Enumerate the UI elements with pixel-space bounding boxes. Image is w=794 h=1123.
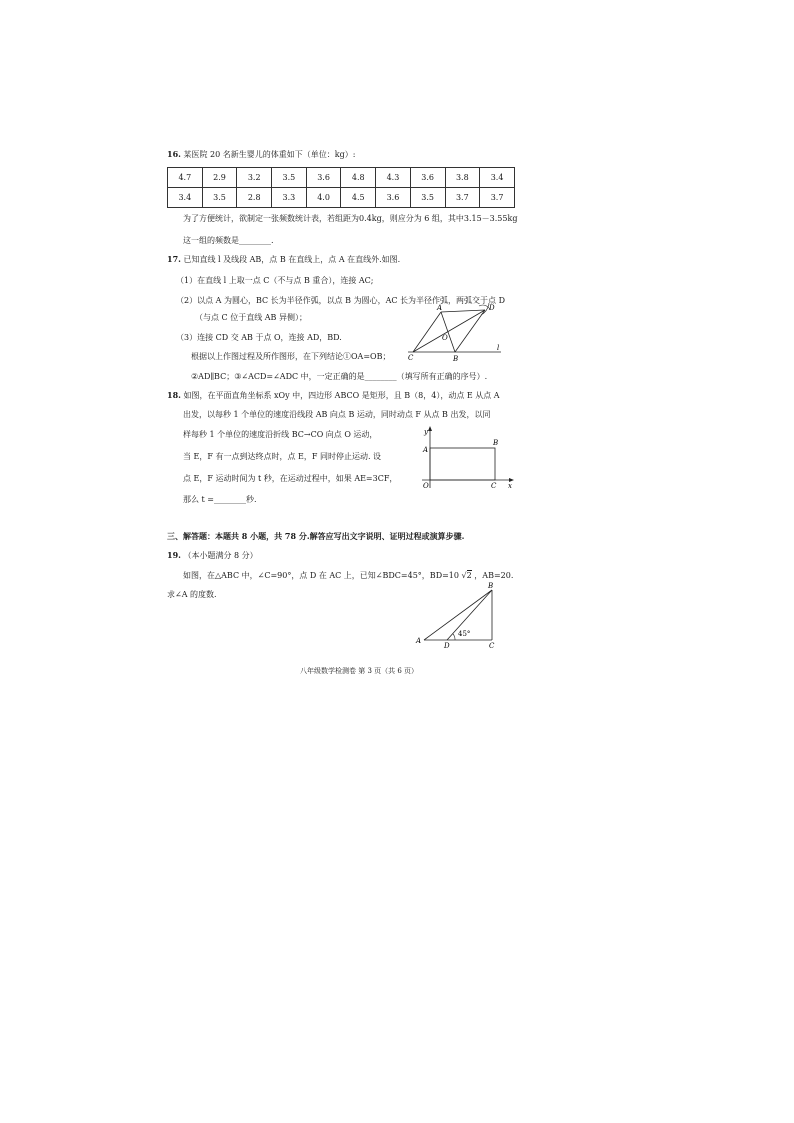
q16-text1: 为了方便统计，欲制定一张频数统计表，若组距为0.4kg，则应分为 6 组，其中3.15－3.55kg (183, 214, 518, 223)
label-O: O (423, 482, 429, 490)
label-B: B (493, 439, 499, 447)
table-row (168, 168, 515, 188)
q18-number: 18. (167, 390, 181, 400)
q19-text2: 求∠A 的度数. (167, 590, 217, 599)
q17-figure (405, 300, 509, 364)
label-D: D (489, 304, 495, 312)
q19-text1: 如图，在△ABC 中，∠C=90°，点 D 在 AC 上，已知∠BDC=45°，BD=10 (183, 571, 459, 580)
table-cell: 2.8 (237, 188, 272, 208)
table-cell: 4.5 (341, 188, 376, 208)
rectangle-ABCO (430, 448, 495, 480)
label-x: x (508, 482, 512, 490)
segment-BD (455, 310, 485, 352)
y-arrow (428, 426, 432, 431)
q19-text1b: ，AB=20. (474, 571, 514, 580)
label-C: C (491, 482, 497, 490)
segment-AD (441, 310, 485, 312)
table-cell: 3.6 (306, 168, 341, 188)
table-cell: 3.5 (272, 168, 307, 188)
q16-title (167, 149, 355, 160)
table-cell: 4.3 (376, 168, 411, 188)
q17-step2a: （2）以点 A 为圆心，BC 长为半径作弧，以点 B 为圆心，AC 长为半径作弧，两弧交于点 D (176, 296, 506, 305)
q17-stem: 已知直线 l 及线段 AB，点 B 在直线上，点 A 在直线外.如图. (183, 255, 401, 264)
table-cell: 3.4 (168, 188, 203, 208)
label-A: A (416, 637, 422, 645)
sqrt-radicand: 2 (466, 571, 472, 580)
sqrt-sign: √ (461, 571, 467, 580)
q18-text6: 那么 t =________秒. (183, 495, 257, 504)
table-cell: 3.2 (237, 168, 272, 188)
table-cell: 3.5 (410, 188, 445, 208)
segment-AC (413, 312, 441, 352)
q16-number: 16. (167, 149, 181, 159)
label-y: y (424, 428, 428, 436)
q17-step2b: （与点 C 位于直线 AB 异侧）； (195, 313, 307, 322)
table-cell: 3.6 (376, 188, 411, 208)
q16-text2: 这一组的频数是________. (183, 236, 274, 245)
q19-header (167, 550, 258, 561)
q17-step1: （1）在直线 l 上取一点 C（不与点 B 重合），连接 AC; (176, 276, 374, 285)
segment-CD (413, 310, 485, 352)
q18-figure (418, 424, 518, 492)
table-cell: 3.7 (445, 188, 480, 208)
label-C: C (408, 354, 414, 362)
table-cell: 4.7 (168, 168, 203, 188)
angle-arc (453, 634, 455, 640)
table-row (168, 188, 515, 208)
table-cell: 3.5 (202, 188, 237, 208)
label-A: A (437, 304, 443, 312)
q18-line1 (167, 390, 500, 401)
q17-stem-line (167, 254, 400, 265)
weight-table (167, 167, 515, 208)
q17-conclusion-1: 根据以上作图过程及所作图形，在下列结论①OA=OB； (191, 352, 391, 361)
table-cell: 2.9 (202, 168, 237, 188)
label-C: C (489, 642, 495, 650)
q18-text1: 如图，在平面直角坐标系 xOy 中，四边形 ABCO 是矩形，且 B（8，4），动点 E 从点 A (183, 391, 500, 400)
q17-number: 17. (167, 254, 181, 264)
table-cell: 3.4 (480, 168, 515, 188)
table-cell: 3.6 (410, 168, 445, 188)
q16-stem: 某医院 20 名新生婴儿的体重如下（单位：kg）: (183, 150, 356, 159)
section-3-heading: 三、解答题：本题共 8 小题，共 78 分.解答应写出文字说明、证明过程或演算步骤. (167, 531, 465, 541)
q17-step3: （3）连接 CD 交 AB 于点 O，连接 AD，BD. (176, 333, 342, 342)
table-cell: 3.3 (272, 188, 307, 208)
label-A: A (423, 446, 429, 454)
label-l: l (497, 344, 500, 352)
table-cell: 3.7 (480, 188, 515, 208)
q18-text3: 样每秒 1 个单位的速度沿折线 BC→CO 向点 O 运动， (183, 430, 378, 439)
label-O: O (442, 334, 448, 342)
q18-text2: 出发，以每秒 1 个单位的速度沿线段 AB 向点 B 运动，同时动点 F 从点 B 出发，以同 (183, 410, 491, 419)
page-footer: 八年级数学检测卷 第 3 页（共 6 页） (300, 667, 419, 675)
q18-text4: 当 E，F 有一点到达终点时，点 E，F 同时停止运动. 设 (183, 452, 382, 461)
label-B: B (488, 582, 494, 590)
table-cell: 3.8 (445, 168, 480, 188)
angle-label: 45° (458, 630, 471, 638)
table-cell: 4.8 (341, 168, 376, 188)
q17-conclusion-2: ②AD∥BC；③∠ACD=∠ADC 中，一定正确的是________（填写所有正确的序号）. (191, 372, 488, 381)
label-B: B (453, 355, 459, 363)
q19-figure (412, 580, 508, 652)
table-cell: 4.0 (306, 188, 341, 208)
q19-number: 19. (167, 550, 181, 560)
q18-text5: 点 E，F 运动时间为 t 秒，在运动过程中，如果 AE=3CF， (183, 474, 398, 483)
label-D: D (444, 642, 450, 650)
q19-points: （本小题满分 8 分） (183, 551, 258, 560)
